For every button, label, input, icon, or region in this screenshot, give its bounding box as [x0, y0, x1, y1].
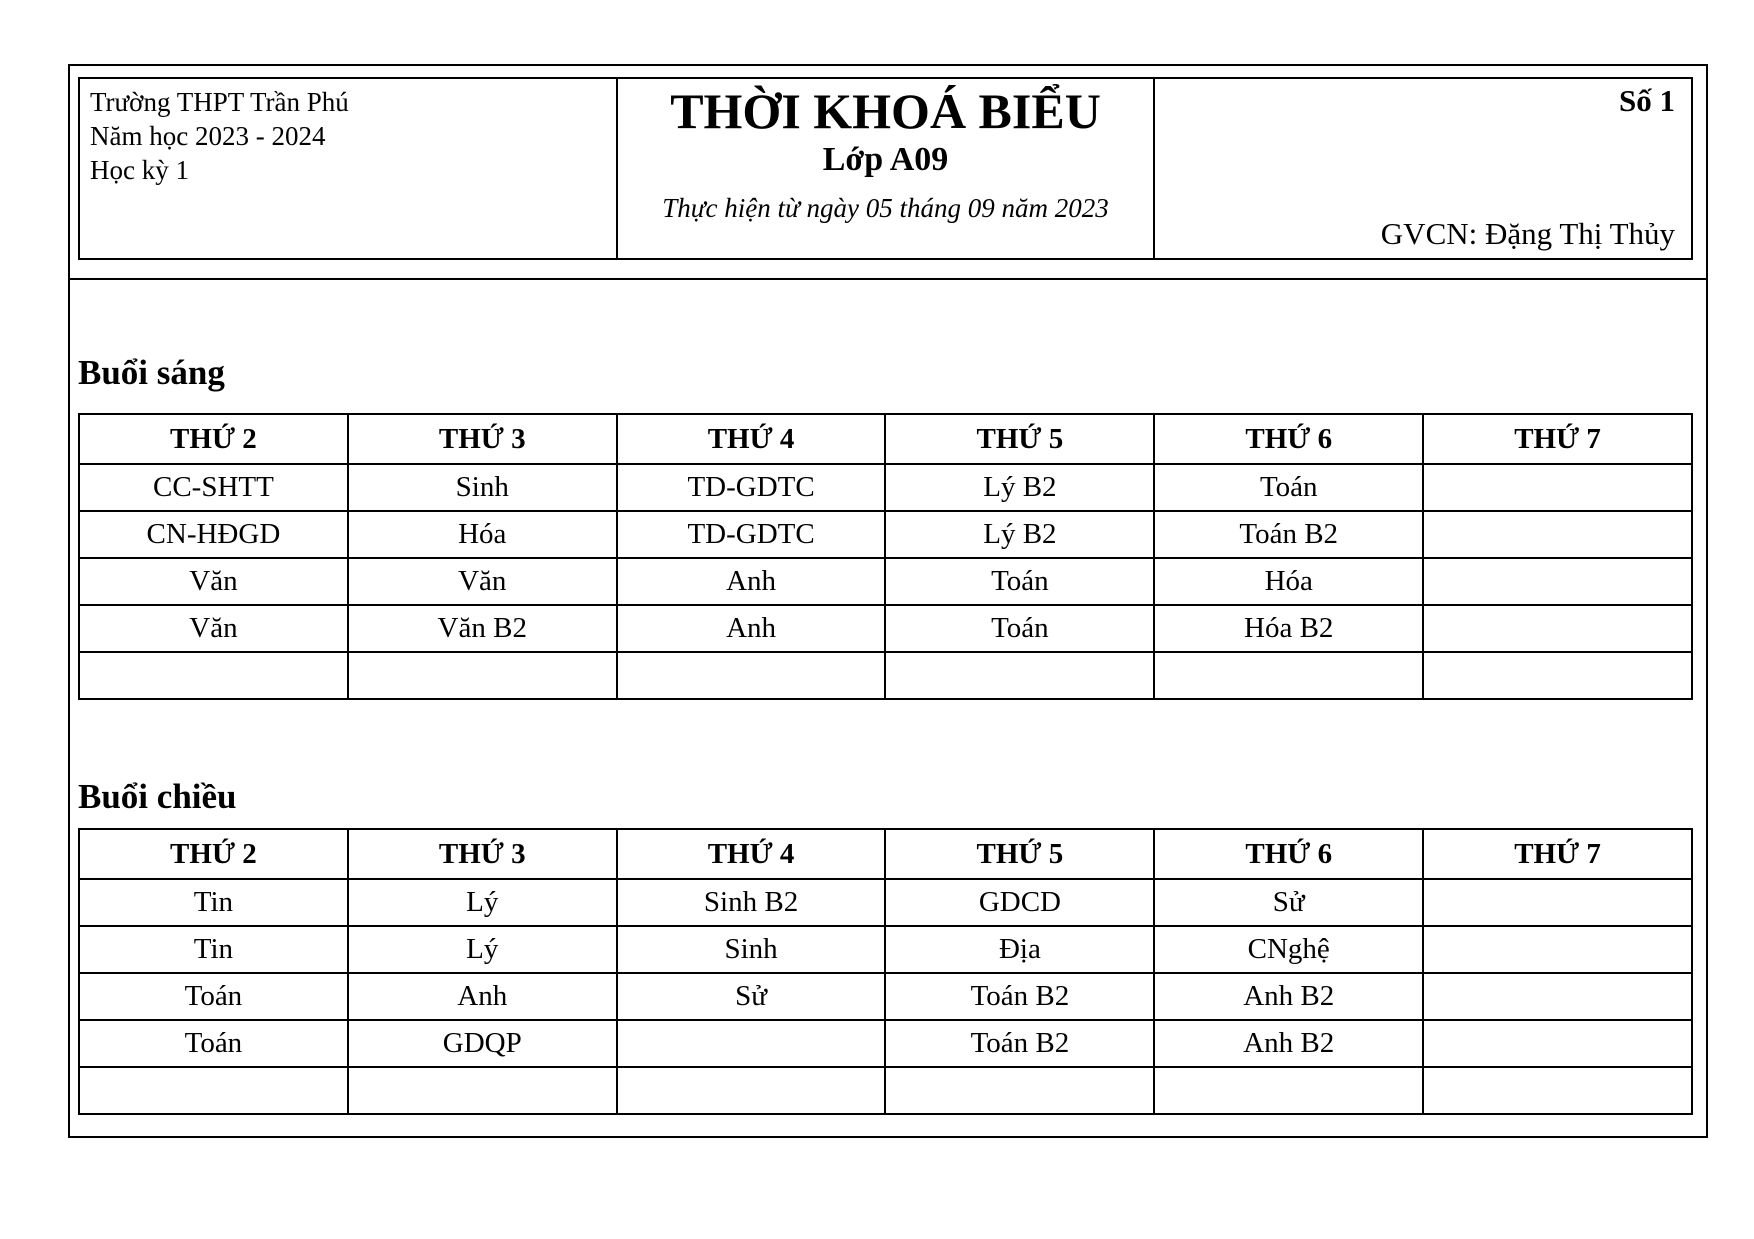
header-box: [78, 77, 1693, 260]
day-header-cell: THỨ 2: [79, 414, 348, 464]
schedule-cell: Văn: [79, 605, 348, 652]
schedule-cell: [885, 652, 1154, 699]
schedule-cell: Hóa B2: [1154, 605, 1423, 652]
day-header-cell: THỨ 2: [79, 829, 348, 879]
schedule-cell: Lý B2: [885, 511, 1154, 558]
schedule-cell: Anh B2: [1154, 1020, 1423, 1067]
schedule-cell: Toán: [79, 1020, 348, 1067]
schedule-cell: [617, 1067, 886, 1114]
schedule-cell: Văn B2: [348, 605, 617, 652]
schedule-cell: Văn: [348, 558, 617, 605]
section-heading-morning: Buổi sáng: [78, 353, 225, 392]
sheet-number: Số 1: [1619, 83, 1676, 118]
day-header-cell: THỨ 4: [617, 414, 886, 464]
schedule-cell: Sinh: [617, 926, 886, 973]
effective-date: Thực hiện từ ngày 05 tháng 09 năm 2023: [662, 192, 1109, 223]
schedule-cell: CN-HĐGD: [79, 511, 348, 558]
schedule-cell: Sử: [1154, 879, 1423, 926]
page-border-frame: [68, 64, 1708, 1138]
schedule-cell: Sinh: [348, 464, 617, 511]
schedule-row: [79, 973, 1692, 1020]
schedule-cell: [348, 1067, 617, 1114]
schedule-cell: [79, 652, 348, 699]
schedule-cell: Lý: [348, 926, 617, 973]
day-header-cell: THỨ 7: [1423, 829, 1692, 879]
schedule-cell: CC-SHTT: [79, 464, 348, 511]
schedule-row: [79, 605, 1692, 652]
schedule-cell: CNghệ: [1154, 926, 1423, 973]
schedule-cell: TD-GDTC: [617, 511, 886, 558]
schedule-cell: Tin: [79, 879, 348, 926]
day-header-row: [79, 414, 1692, 464]
schedule-cell: [1423, 652, 1692, 699]
schedule-cell: [617, 1020, 886, 1067]
horizontal-rule: [70, 278, 1706, 280]
day-header-cell: THỨ 3: [348, 414, 617, 464]
schedule-row: [79, 464, 1692, 511]
schedule-cell: Toán: [1154, 464, 1423, 511]
schedule-cell: [1423, 879, 1692, 926]
schedule-row: [79, 1067, 1692, 1114]
class-name: Lớp A09: [822, 140, 949, 178]
school-name: Trường THPT Trần Phú: [90, 87, 349, 117]
day-header-cell: THỨ 6: [1154, 414, 1423, 464]
schedule-cell: Sử: [617, 973, 886, 1020]
afternoon-schedule-table: [78, 828, 1693, 1115]
day-header-row: [79, 829, 1692, 879]
schedule-row: [79, 879, 1692, 926]
section-heading-afternoon: Buổi chiều: [78, 777, 237, 816]
day-header-cell: THỨ 6: [1154, 829, 1423, 879]
schedule-cell: [1423, 558, 1692, 605]
schedule-cell: Toán B2: [885, 973, 1154, 1020]
schedule-cell: Toán: [885, 558, 1154, 605]
schedule-row: [79, 926, 1692, 973]
schedule-cell: Toán B2: [1154, 511, 1423, 558]
day-header-cell: THỨ 3: [348, 829, 617, 879]
homeroom-teacher: GVCN: Đặng Thị Thủy: [1380, 216, 1676, 251]
day-header-cell: THỨ 5: [885, 414, 1154, 464]
schedule-row: [79, 511, 1692, 558]
schedule-cell: Tin: [79, 926, 348, 973]
schedule-cell: [1423, 926, 1692, 973]
semester: Học kỳ 1: [90, 155, 189, 186]
schedule-cell: Toán: [885, 605, 1154, 652]
schedule-cell: Toán: [79, 973, 348, 1020]
schedule-cell: [1423, 973, 1692, 1020]
meta-cell: [1153, 79, 1691, 258]
schedule-cell: [617, 652, 886, 699]
schedule-cell: Anh: [348, 973, 617, 1020]
schedule-cell: Sinh B2: [617, 879, 886, 926]
day-header-cell: THỨ 5: [885, 829, 1154, 879]
schedule-cell: Toán B2: [885, 1020, 1154, 1067]
schedule-cell: Hóa: [1154, 558, 1423, 605]
schedule-cell: Anh: [617, 558, 886, 605]
schedule-cell: Lý B2: [885, 464, 1154, 511]
schedule-cell: [1423, 1020, 1692, 1067]
schedule-cell: GDQP: [348, 1020, 617, 1067]
morning-schedule-table: [78, 413, 1693, 700]
school-info-cell: [80, 79, 616, 258]
schedule-cell: [348, 652, 617, 699]
schedule-cell: [1154, 1067, 1423, 1114]
schedule-cell: [79, 1067, 348, 1114]
schedule-cell: GDCD: [885, 879, 1154, 926]
schedule-cell: Văn: [79, 558, 348, 605]
schedule-cell: [1423, 464, 1692, 511]
day-header-cell: THỨ 4: [617, 829, 886, 879]
title-cell: [616, 79, 1154, 258]
schedule-cell: [1423, 605, 1692, 652]
schedule-cell: Địa: [885, 926, 1154, 973]
schedule-cell: Anh: [617, 605, 886, 652]
schedule-cell: [1154, 652, 1423, 699]
schedule-cell: Hóa: [348, 511, 617, 558]
schedule-cell: Lý: [348, 879, 617, 926]
schedule-row: [79, 652, 1692, 699]
schedule-cell: TD-GDTC: [617, 464, 886, 511]
schedule-cell: [1423, 511, 1692, 558]
schedule-row: [79, 1020, 1692, 1067]
schedule-cell: [885, 1067, 1154, 1114]
page-title: THỜI KHOÁ BIỂU: [670, 83, 1101, 139]
schedule-cell: Anh B2: [1154, 973, 1423, 1020]
school-year: Năm học 2023 - 2024: [90, 121, 326, 152]
schedule-cell: [1423, 1067, 1692, 1114]
schedule-row: [79, 558, 1692, 605]
day-header-cell: THỨ 7: [1423, 414, 1692, 464]
